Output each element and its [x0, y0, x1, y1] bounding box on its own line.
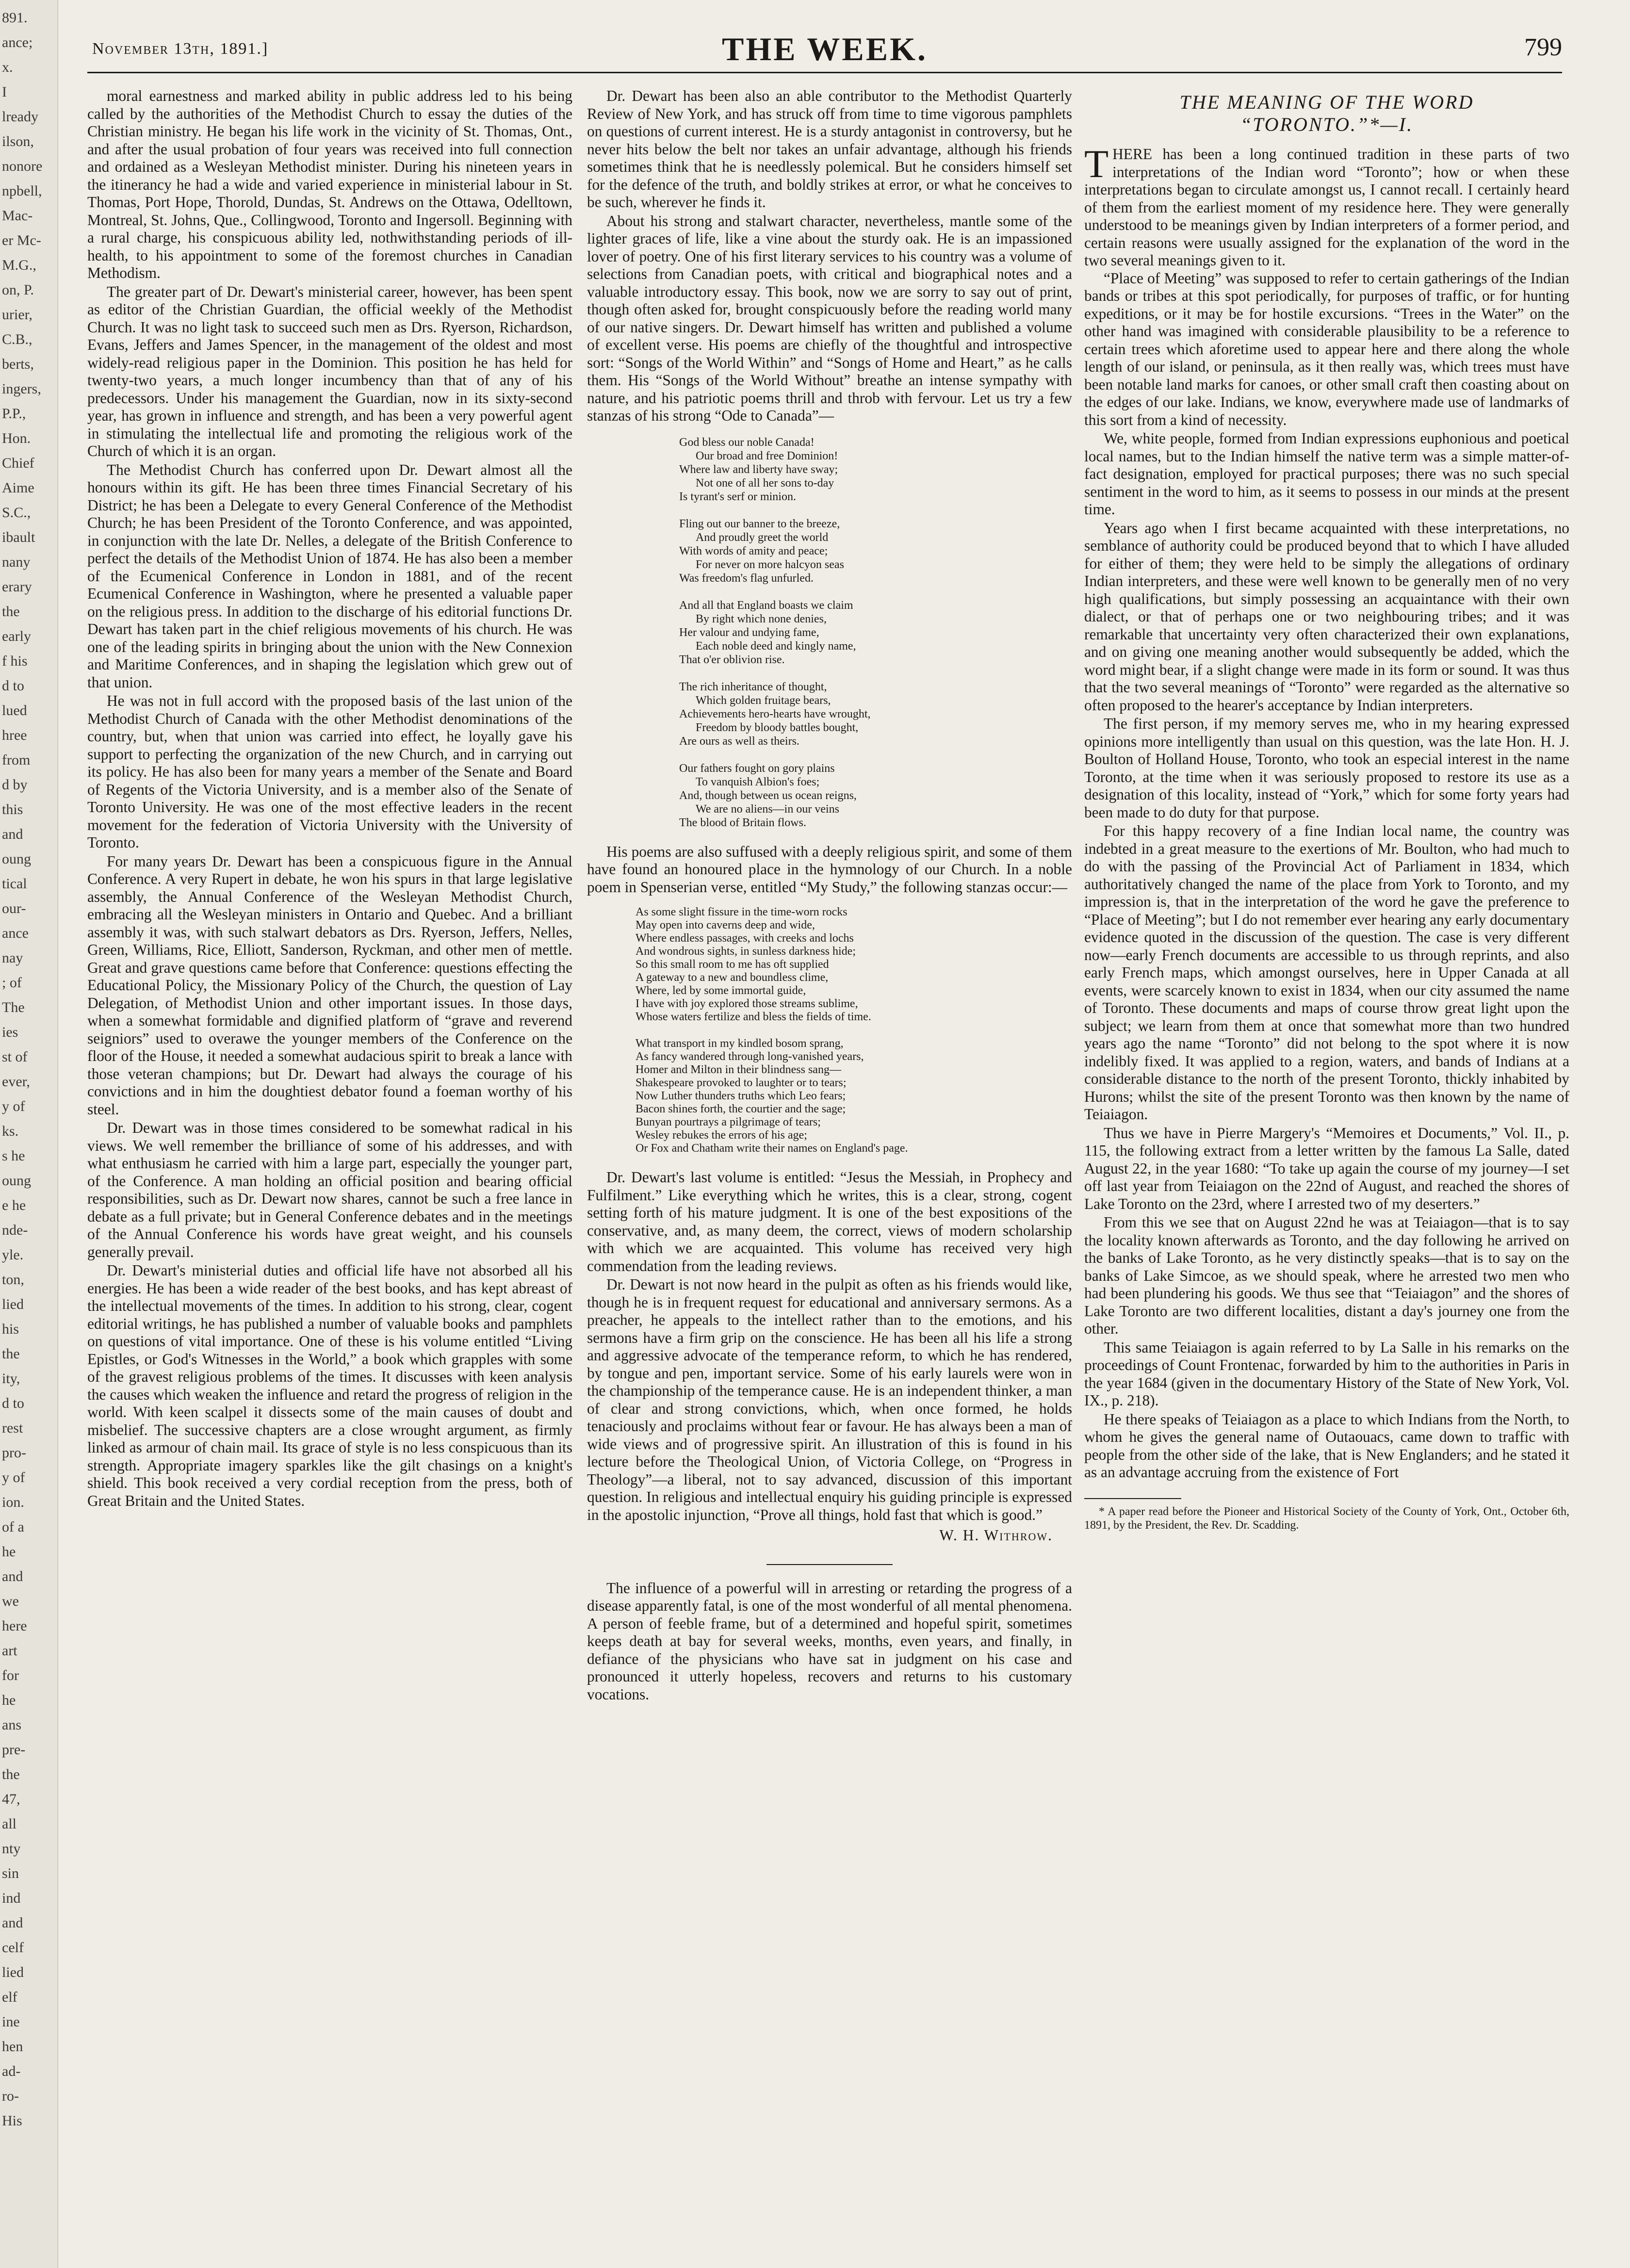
previous-page-fragment: celf — [2, 1940, 24, 1956]
previous-page-fragment: d to — [2, 678, 24, 694]
poem-line: That o'er oblivion rise. — [679, 653, 785, 666]
previous-page-fragment: pro- — [2, 1445, 26, 1461]
paragraph: Thus we have in Pierre Margery's “Memoires et Documents,” Vol. II., p. 115, the following extract from a letter written by the famous La Salle, dated August 22, in the year 1680: “To take up again the course of my journey—I set off last year from Teiaiagon on the 22nd of August, and reached the shores of Lake Toronto on the 23rd, where I arrested two of my deserters.” — [1084, 1124, 1569, 1212]
previous-page-fragment: ks. — [2, 1123, 19, 1139]
paragraph: moral earnestness and marked ability in public address led to his being called by the authorities of the Methodist Church to essay the duties of the Christian ministry. He began his life work in the vicinity of St. Thomas, Ont., and after the usual probation of four years was received into full connection and ordained as a Wesleyan Methodist minister. During his nineteen years in the itinerancy he had a wide and varied experience in ministerial labour in St. Thomas, Port Hope, Thorold, Dundas, St. Andrews on the Ottawa, Odelltown, Montreal, St. Johns, Que., Collingwood, Toronto and Ingersoll. Beginning with a rural charge, his conspicuous ability led, nothwithstanding periods of ill-health, to his appointment to some of the foremost churches in Canadian Methodism. — [87, 87, 572, 281]
poem-line: And, though between us ocean reigns, — [679, 789, 857, 802]
poem-line: For never on more halcyon seas — [696, 558, 844, 571]
previous-page-fragment: ies — [2, 1024, 18, 1040]
poem-line: So this small room to me has oft supplied — [636, 958, 829, 971]
previous-page-fragment: berts, — [2, 356, 34, 372]
paragraph: Dr. Dewart's ministerial duties and official life have not absorbed all his energies. He has been a wide reader of the best books, and has kept abreast of the intellectual movements of the times. In addition to his strong, clear, cogent editorial writings, he has published a number of valuable books and pamphlets on questions of vital importance. One of these is his volume entitled “Living Epistles, or God's Witnesses in the World,” a book which grapples with some of the gravest religious problems of the times. It discusses with keen analysis the causes which weaken the influence and retard the progress of religion in the world. With keen scalpel it dissects some of the main causes of doubt and misbelief. The successive chapters are a close wrought argument, as firmly linked as armour of chain mail. Its grace of style is no less conspicuous than its strength. Appropriate imagery sparkles like the gilt chasings on a knight's shield. This book received a very cordial reception from the press, both of Great Britain and the United States. — [87, 1262, 572, 1509]
previous-page-fragment: he — [2, 1544, 16, 1560]
poem-line: Where endless passages, with creeks and lochs — [636, 932, 854, 945]
previous-page-fragment: our- — [2, 900, 26, 916]
previous-page-fragment: on, P. — [2, 282, 34, 298]
poem-line: With words of amity and peace; — [679, 544, 828, 557]
paragraph: Dr. Dewart is not now heard in the pulpit as often as his friends would like, though he is in frequent request for educational and anniversary sermons. As a preacher, he appeals to the intellect rather than to the emotions, and his sermons have a firm grip on the conscience. He has been all his life a strong and aggressive advocate of the temperance reform, to which he has rendered, by tongue and pen, important service. Some of his early laurels were won in the championship of the temperance cause. He is an independent thinker, a man of clear and strong convictions, which, when once formed, he holds tenaciously and proclaims without fear or favour. He has always been a man of wide views and of progressive spirit. An illustration of this is found in his lecture before the Theological Union, of Victoria College, on “Progress in Theology”—a liberal, not to say advanced, discussion of this important question. In religious and intellectual enquiry his guiding principle is expressed in the apostolic injunction, “Prove all things, hold fast that which is good.” — [587, 1276, 1072, 1523]
article-title-line-1: THE MEANING OF THE WORD — [1179, 91, 1474, 113]
previous-page-fragment: nay — [2, 950, 23, 966]
previous-page-fragment: nany — [2, 554, 31, 570]
poem-line: May open into caverns deep and wide, — [636, 919, 815, 931]
paragraph: His poems are also suffused with a deeply religious spirit, and some of them have found an honoured place in the hymnology of our Church. In a noble poem in Spenserian verse, entitled “My Study,” the following stanzas occur:— — [587, 843, 1072, 896]
previous-page-fragment: lied — [2, 1964, 24, 1980]
poem-line: Our broad and free Dominion! — [696, 449, 838, 462]
first-paragraph — [1084, 142, 1569, 270]
poem-stanza — [679, 680, 1072, 748]
ode-to-canada-poem — [679, 436, 1072, 830]
previous-page-fragment: for — [2, 1667, 19, 1683]
previous-page-fragment: nde- — [2, 1222, 28, 1238]
previous-page-fragment: er Mc- — [2, 232, 41, 248]
paragraph: Years ago when I first became acquainted with these interpretations, no semblance of authority could be produced beyond that to which I have alluded for either of them; they were held to be simply the allegations of ordinary Indian interpreters, and these were well known to be generally men of no very high qualifications, but simply possessing an acquaintance with their own dialect, or that of perhaps one or two neighbouring tribes; and it was remarkable that uncertainty very often characterized their own explanations, and on giving one meaning another would subsequently be added, which the word might bear, if a slight change were made in its form or sound. It was thus that the two several meanings of “Toronto” were regarded as the alternative so often proposed to the hearer's acceptance by Indian interpreters. — [1084, 519, 1569, 714]
footnote-rule — [1084, 1498, 1181, 1499]
previous-page-fragment: and — [2, 826, 23, 842]
poem-line: I have with joy explored those streams sublime, — [636, 997, 858, 1010]
previous-page-fragment: Aime — [2, 480, 34, 496]
paragraph: He was not in full accord with the proposed basis of the last union of the Methodist Church of Canada with the other Methodist denominations of the country, but, when that union was carried into effect, he loyally gave his support to perfecting the organization of the new Church, and in carrying out its policy. He has also been for many years a member of the Senate and Board of Regents of the Victoria University, and is a member also of the Senate of Toronto University. He was one of the most effective leaders in the recent movement for the federation of Victoria University with the University of Toronto. — [87, 692, 572, 851]
previous-page-fragment: 891. — [2, 10, 28, 26]
previous-page-fragment: the — [2, 604, 20, 620]
previous-page-fragment: P.P., — [2, 406, 26, 422]
previous-page-fragment: nonore — [2, 158, 43, 174]
column-1 — [87, 87, 572, 2241]
poem-line: Fling out our banner to the breeze, — [679, 517, 840, 530]
previous-page-fragment: his — [2, 1321, 19, 1337]
previous-page-fragment: rest — [2, 1420, 23, 1436]
poem-line: Bunyan pourtrays a pilgrimage of tears; — [636, 1116, 821, 1128]
previous-page-fragment: S.C., — [2, 505, 31, 521]
poem-stanza — [679, 517, 1072, 585]
paragraph: This same Teiaiagon is again referred to by La Salle in his remarks on the proceedings of Count Frontenac, forwarded by him to the authorities in Paris in the year 1684 (given in the documentary History of the State of New York, Vol. IX., p. 218). — [1084, 1338, 1569, 1409]
poem-line: Our fathers fought on gory plains — [679, 762, 835, 775]
previous-page-fragment: Chief — [2, 455, 34, 471]
previous-page-fragment: hen — [2, 2039, 23, 2055]
previous-page-fragment: ind — [2, 1890, 21, 1906]
footnote-text: * A paper read before the Pioneer and Historical Society of the County of York, Ont., October 6th, 1891, by the President, the Rev. Dr. Scadding. — [1084, 1505, 1569, 1532]
previous-page-fragment: ever, — [2, 1074, 30, 1090]
poem-line: Bacon shines forth, the courtier and the sage; — [636, 1103, 846, 1115]
page-number: 799 — [1524, 33, 1562, 61]
previous-page-fragment: x. — [2, 59, 13, 75]
previous-page-fragment: yle. — [2, 1247, 24, 1263]
previous-page-fragment: f his — [2, 653, 28, 669]
previous-page-fragment: ance — [2, 925, 29, 941]
paragraph: Dr. Dewart has been also an able contributor to the Methodist Quarterly Review of New York, and has struck off from time to time vigorous pamphlets on questions of current interest. He is a sturdy antagonist in controversy, but he never hits below the belt nor takes an unfair advantage, although his friends sometimes think that he is needlessly polemical. But he considers himself set for the defence of the truth, and boldly strikes at error, or what he conceives to be such, wherever he finds it. — [587, 87, 1072, 211]
previous-page-fragment: 47, — [2, 1791, 20, 1807]
previous-page-fragment: pre- — [2, 1742, 26, 1758]
first-paragraph-text: HERE has been a long continued tradition in these parts of two interpretations of the Indian word “Toronto”; how or when these interpretations began to circulate amongst us, I cannot recall. I certainly heard of them from the earliest moment of my residence here. They were generally understood to be meanings given by Indian interpreters of a former period, and certain reasons were usually assigned for the explanation of the word in the two several meanings given to it. — [1084, 146, 1569, 269]
poem-line: As fancy wandered through long-vanished years, — [636, 1050, 864, 1063]
previous-page-fragment: y of — [2, 1098, 25, 1114]
previous-page-fragment: y of — [2, 1469, 25, 1485]
previous-page-fragment: we — [2, 1593, 19, 1609]
previous-page-fragment: M.G., — [2, 257, 36, 273]
previous-page-fragment: ity, — [2, 1371, 20, 1387]
previous-page-fragment: erary — [2, 579, 32, 595]
poem-line: The rich inheritance of thought, — [679, 680, 827, 693]
poem-line: Was freedom's flag unfurled. — [679, 571, 814, 585]
dewart-conclusion — [587, 1169, 1072, 1524]
influence-paragraph: The influence of a powerful will in arresting or retarding the progress of a disease apparently fatal, is one of the most wonderful of all mental phenomena. A person of feeble frame, but of a determined and hopeful spirit, sometimes keeps death at bay for several weeks, months, even years, and finally, in defiance of the physicians who have sat in judgment on his case and pronounced it utterly hopeless, recovers and returns to his customary vocations. — [587, 1579, 1072, 1703]
previous-page-fragment: early — [2, 628, 31, 644]
dewart-continuation — [587, 87, 1072, 425]
previous-page-fragment: ine — [2, 2014, 20, 2030]
masthead-title: THE WEEK. — [722, 31, 928, 67]
previous-page-fragment: d to — [2, 1395, 24, 1411]
poem-line: Is tyrant's serf or minion. — [679, 490, 796, 503]
poem-line: Which golden fruitage bears, — [696, 694, 831, 707]
poem-line: And all that England boasts we claim — [679, 599, 853, 612]
paragraph: The Methodist Church has conferred upon Dr. Dewart almost all the honours within its gift. He has been three times Financial Secretary of his District; he has been a Delegate to every General Conference of the Methodist Church; he has been President of the Toronto Conference, and was appointed, in conjunction with the late Dr. Nelles, a delegate of the British Conference to perfect the details of the Methodist Union of 1874. He has also been a member of the Ecumenical Conference in London in 1881, and of the recent Ecumenical Conference in Washington, where he presented a valuable paper on the religious press. In addition to the discharge of his editorial functions Dr. Dewart has taken part in the chief religious movements of his church. He was one of the leading spirits in bringing about the union with the New Connexion and Maritime Conferences, and in shaping the legislation which grew out of that union. — [87, 461, 572, 691]
section-divider — [766, 1564, 893, 1565]
previous-page-fragment: st of — [2, 1049, 28, 1065]
previous-page-fragment: and — [2, 1915, 23, 1931]
poem-stanza — [636, 1037, 1072, 1155]
previous-page-fragment: ance; — [2, 34, 33, 50]
previous-page-fragment: ibault — [2, 529, 35, 545]
column-3 — [1084, 87, 1569, 2241]
previous-page-fragment: The — [2, 999, 25, 1015]
previous-page-fragment: all — [2, 1816, 16, 1832]
poem-stanza — [636, 906, 1072, 1024]
poem-line: Homer and Milton in their blindness sang— — [636, 1063, 841, 1076]
issue-date: November 13th, 1891.] — [92, 40, 269, 58]
previous-page-fragment: he — [2, 1692, 16, 1708]
poem-line: And wondrous sights, in sunless darkness hide; — [636, 945, 856, 958]
poem-line: Where law and liberty have sway; — [679, 463, 838, 476]
previous-page-fragment: ilson, — [2, 133, 34, 149]
poem-line: Are ours as well as theirs. — [679, 734, 799, 748]
previous-page-fragment: lied — [2, 1296, 24, 1312]
paragraph: The greater part of Dr. Dewart's ministerial career, however, has been spent as editor of the Christian Guardian, the official weekly of the Methodist Church. It was no light task to succeed such men as Drs. Ryerson, Richardson, Evans, Jeffers and James Spencer, in the management of the oldest and most widely-read religious paper in the Dominion. This position he has held for twenty-two years, a much longer incumbency than that of any of his predecessors. Under his management the Guardian, now in its sixty-second year, has grown in influence and strength, and has been a very powerful agent in stimulating the intellectual life and promoting the religious work of the Church of which it is an organ. — [87, 283, 572, 459]
previous-page-fragment: C.B., — [2, 331, 33, 347]
previous-page-fragment: art — [2, 1643, 17, 1659]
poem-line: Whose waters fertilize and bless the fields of time. — [636, 1011, 871, 1023]
toronto-article-body — [1084, 270, 1569, 1482]
poem-line: Where, led by some immortal guide, — [636, 984, 806, 997]
previous-page-fragment: His — [2, 2113, 22, 2129]
previous-page-fragment: sin — [2, 1865, 19, 1881]
poem-line: God bless our noble Canada! — [679, 436, 815, 449]
previous-page-fragment: e he — [2, 1197, 26, 1213]
previous-page-fragment: s he — [2, 1148, 25, 1164]
previous-page-fragment: urier, — [2, 307, 33, 323]
previous-page-fragment: ingers, — [2, 381, 41, 397]
previous-page-fragment: Mac- — [2, 208, 33, 224]
previous-page-fragment: ; of — [2, 975, 22, 991]
previous-page-fragment: elf — [2, 1989, 17, 2005]
previous-page-fragment: I — [2, 84, 7, 100]
previous-page-fragment: oung — [2, 851, 31, 867]
drop-cap: T — [1084, 142, 1109, 186]
my-study-poem — [636, 906, 1072, 1155]
paragraph: “Place of Meeting” was supposed to refer to certain gatherings of the Indian bands or tribes at this spot periodically, for purposes of traffic, or for hunting expeditions, or it may be for hostile excursions. “Trees in the Water” on the other hand was imagined with considerable plausibility to be a reference to certain trees which aforetime used to appear here and there along the whole length of our island, or peninsula, as it then really was, which trees must have been notable land marks for canoes, or other small craft then coasting about on the edges of our lake. Indians, we know, everywhere made use of landmarks of this sort from a kind of necessity. — [1084, 269, 1569, 428]
poem-line: Achievements hero-hearts have wrought, — [679, 707, 871, 720]
paragraph: For many years Dr. Dewart has been a conspicuous figure in the Annual Conference. A very Rupert in debate, he won his spurs in that large legislative assembly, the Annual Conference of the Wesleyan Methodist Church, embracing all the Wesleyan ministers in Ontario and Quebec. And a brilliant assembly it was, with such stalwart debators as Drs. Ryerson, Jeffers, Nelles, Green, Williams, Rice, Elliott, Sanderson, Ryckman, and other men of mettle. Great and grave questions came before that Conference: questions effecting the Educational Policy, the Missionary Policy of the Church, the question of Lay Delegation, of Methodist Union and other important issues. In those days, when a somewhat formidable and dignified platform of “grave and reverend seigniors” used to overawe the younger members of the Conference on the floor of the House, it needed a somewhat audacious spirit to break a lance with those veteran champions; but Dr. Dewart had always the courage of his convictions and in him the doughtiest debator found a foeman worthy of his steel. — [87, 852, 572, 1118]
previous-page-fragment: npbell, — [2, 183, 42, 199]
poem-line: What transport in my kindled bosom sprang, — [636, 1037, 844, 1050]
previous-page-fragment: the — [2, 1346, 20, 1362]
paragraph: He there speaks of Teiaiagon as a place to which Indians from the North, to whom he gives the general name of Outaouacs, came down to traffic with people from the other side of the lake, that is New Englanders; and he stated it as an advantage accruing from the existence of Fort — [1084, 1410, 1569, 1481]
paragraph: Dr. Dewart was in those times considered to be somewhat radical in his views. We well remember the brilliance of some of his addresses, and with what enthusiasm he carried with him a large part, especially the younger part, of the Conference. A man holding an official position and bearing official responsibilities, such as Dr. Dewart now shares, cannot be such a free lance in debate as a full private; but in General Conference debates and in the meetings of the Annual Conference his words have great weight, and his counsels generally prevail. — [87, 1119, 572, 1260]
poem-line: Her valour and undying fame, — [679, 626, 819, 639]
previous-page-fragment: ton, — [2, 1272, 24, 1288]
poem-stanza — [679, 762, 1072, 830]
previous-page-fragment: tical — [2, 876, 27, 892]
poem-line: By right which none denies, — [696, 612, 827, 625]
paragraph: Dr. Dewart's last volume is entitled: “Jesus the Messiah, in Prophecy and Fulfilment.” Like everything which he writes, this is a clear, strong, cogent setting forth of his mature judgment. It is one of the best expositions of the conservative, and, as many deem, the correct, views of modern scholarship with which we are acquainted. This volume has received very high commendation from the leading reviews. — [587, 1169, 1072, 1274]
author-signature: W. H. Withrow. — [939, 1527, 1053, 1544]
previous-page-fragment: ion. — [2, 1494, 24, 1510]
previous-page-fragment: ad- — [2, 2063, 21, 2079]
previous-page-fragment: oung — [2, 1173, 31, 1189]
previous-page-fragment: this — [2, 801, 23, 817]
previous-page-fragment: here — [2, 1618, 27, 1634]
poem-stanza — [679, 599, 1072, 667]
poem-line: Or Fox and Chatham write their names on England's page. — [636, 1142, 908, 1155]
footnote — [1084, 1505, 1569, 1532]
previous-page-fragment: d by — [2, 777, 28, 793]
poem-line: Each noble deed and kingly name, — [696, 639, 856, 653]
previous-page-fragment: the — [2, 1766, 20, 1782]
paragraph: The first person, if my memory serves me, who in my hearing expressed opinions more intelligently than usual on this question, was the late Hon. H. J. Boulton of Holland House, Toronto, who took an especial interest in the name Toronto, at the time when it was seriously proposed to restore its use as a designation of this locality, instead of “York,” which for some forty years had been made to do duty for that purpose. — [1084, 715, 1569, 821]
previous-page-edge — [0, 0, 58, 2268]
previous-page-fragment: lready — [2, 109, 38, 125]
poem-line: Wesley rebukes the errors of his age; — [636, 1129, 807, 1142]
paragraph: About his strong and stalwart character, nevertheless, mantle some of the lighter graces of life, like a vine about the sturdy oak. He is an impassioned lover of poetry. One of his first literary services to his country was a volume of selections from Canadian poets, with critical and biographical notes and a valuable introductory essay. This book, now we are sorry to say out of print, though often asked for, brought conspicuously before the reading world many of our native singers. Dr. Dewart himself has written and published a volume of excellent verse. His poems are chiefly of the thoughtful and introspective sort: “Songs of the World Within” and “Songs of Home and Heart,” as he calls them. His “Songs of the World Without” breathe an intense sympathy with nature, and his patriotic poems thrill and throb with fervour. Let us try a few stanzas of his strong “Ode to Canada”— — [587, 212, 1072, 424]
poem-line: The blood of Britain flows. — [679, 816, 806, 829]
previous-page-fragment: ans — [2, 1717, 21, 1733]
previous-page-fragment: and — [2, 1568, 23, 1584]
article-title — [1084, 91, 1569, 136]
previous-page-fragment: of a — [2, 1519, 24, 1535]
column-2 — [587, 87, 1072, 2241]
previous-page-fragment: ro- — [2, 2088, 19, 2104]
poem-stanza — [679, 436, 1072, 504]
previous-page-fragment: nty — [2, 1841, 21, 1857]
previous-page-fragment: lued — [2, 702, 27, 718]
previous-page-fragment: hree — [2, 727, 27, 743]
previous-page-fragment: from — [2, 752, 31, 768]
paragraph: We, white people, formed from Indian expressions euphonious and poetical local names, but to the Indian himself the native term was a simple matter-of-fact designation, employed for practical purposes; there was no such special sentiment in the word to him, as it seems to possess in our minds at the present time. — [1084, 430, 1569, 518]
poem-line: Freedom by bloody battles bought, — [696, 721, 859, 734]
poem-line: Shakespeare provoked to laughter or to tears; — [636, 1077, 847, 1089]
poem-line: To vanquish Albion's foes; — [696, 775, 820, 788]
running-head — [87, 29, 1562, 68]
previous-page-fragment: Hon. — [2, 430, 31, 446]
poem-line: A gateway to a new and boundless clime, — [636, 971, 829, 984]
article-title-line-2: “TORONTO.”*—I. — [1240, 114, 1414, 135]
poem-line: We are no aliens—in our veins — [696, 802, 839, 816]
header-rule — [87, 72, 1562, 73]
poem-line: And proudly greet the world — [696, 531, 829, 544]
poem-line: As some slight fissure in the time-worn rocks — [636, 906, 848, 918]
poem-line: Not one of all her sons to-day — [696, 476, 834, 489]
paragraph: From this we see that on August 22nd he was at Teiaiagon—that is to say the locality known afterwards as Toronto, and the day following he arrived on the banks of Lake Toronto, as he very distinctly speaks—that is to say on the banks of Lake Simcoe, as we should speak, where he arrested two men who had been plundering his goods. We thus see that “Teiaiagon” and the shores of Lake Toronto are two different localities, distant a day's journey one from the other. — [1084, 1214, 1569, 1337]
paragraph: For this happy recovery of a fine Indian local name, the country was indebted in a great measure to the exertions of Mr. Boulton, who had much to do with the passing of the Provincial Act of Parliament in 1834, which authoritatively changed the name of the place from York to Toronto, and my impression is, that in the interpretation of the word he gave the preference to “Place of Meeting”; but I do not remember ever hearing any early documentary evidence quoted in the discussion of the question. The case is very different now—early French documents are accessible to us through reprints, and also early French maps, which amongst ourselves, here in Upper Canada at all events, were scarcely known to exist in 1834, when our city assumed the name of Toronto. These documents and maps of course throw great light upon the subject; we learn from them at once that somewhat more than two hundred years ago the name “Toronto” did not belong to the spot where it is now indelibly fixed. It was applied to a region, waters, and bands of Indians at a considerable distance to the north of the present Toronto, thickly inhabited by Hurons; whilst the site of the present Toronto was then known by the name of Teiaiagon. — [1084, 822, 1569, 1123]
poem-line: Now Luther thunders truths which Leo fears; — [636, 1090, 846, 1102]
